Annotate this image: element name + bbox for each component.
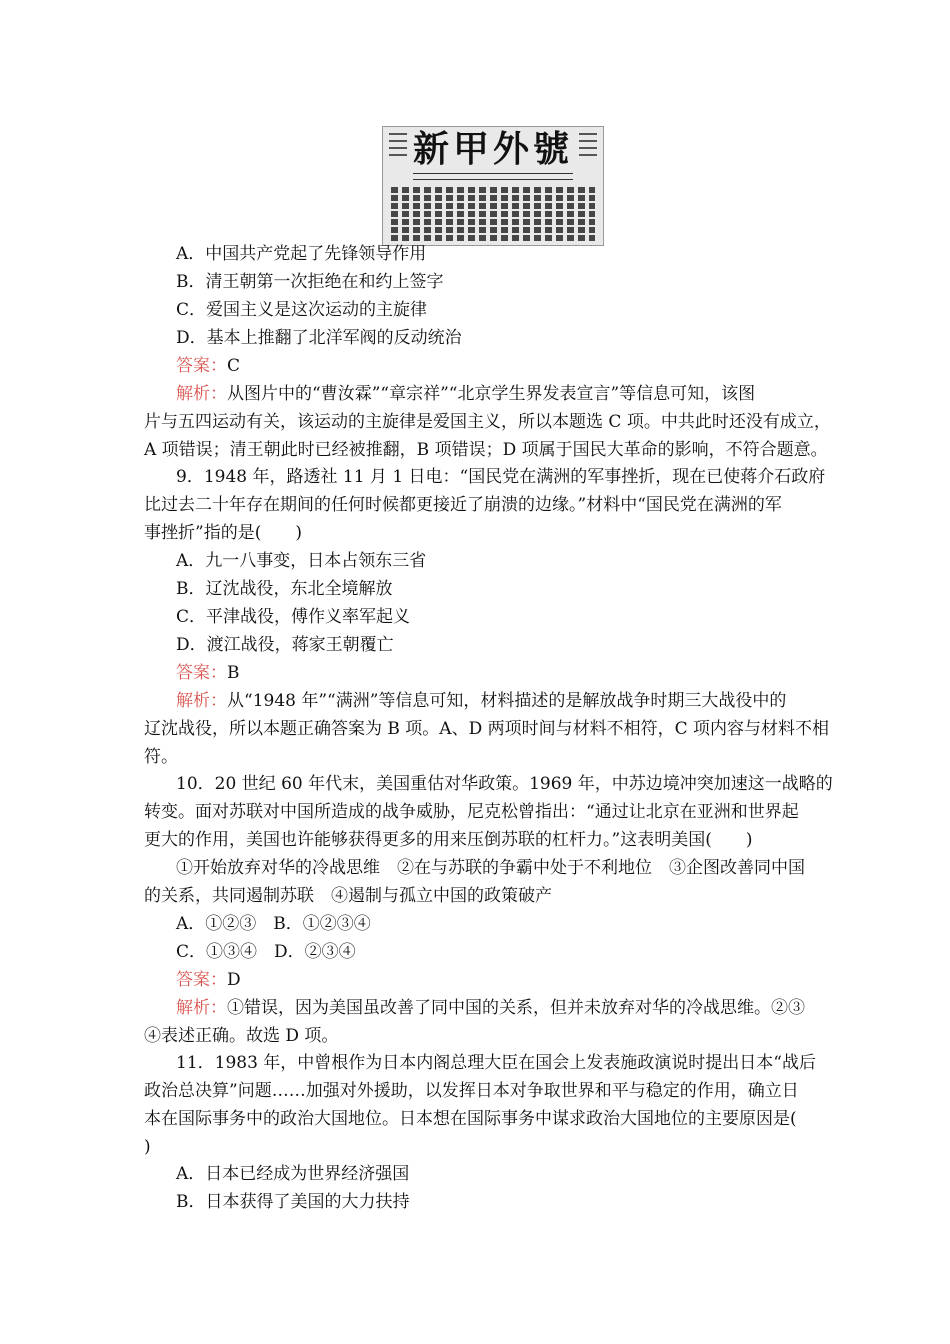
q9-analysis-line: 符。	[144, 747, 178, 767]
q9-analysis-line	[176, 690, 786, 712]
q9-stem-line: 9．1948 年，路透社 11 月 1 日电：“国民党在满洲的军事挫折，现在已使蒋介石政府	[176, 467, 826, 487]
q9-option-a: A．九一八事变，日本占领东三省	[176, 551, 427, 571]
q9-option-b: B．辽沈战役，东北全境解放	[176, 579, 393, 599]
q11-option-a: A．日本已经成为世界经济强国	[176, 1164, 410, 1184]
q9-analysis-line: 辽沈战役，所以本题正确答案为 B 项。A、D 两项时间与材料不相符，C 项内容与材料不相	[144, 719, 830, 739]
q8-analysis-line	[176, 383, 755, 405]
newspaper-date-column	[389, 133, 407, 163]
q10-stem-line: ①开始放弃对华的冷战思维 ②在与苏联的争霸中处于不利地位 ③企图改善同中国	[176, 858, 805, 878]
q10-answer	[176, 969, 241, 991]
q10-analysis-line: ④表述正确。故选 D 项。	[144, 1026, 339, 1046]
q8-option-c: C．爱国主义是这次运动的主旋律	[176, 300, 428, 320]
newspaper-issue-column	[579, 133, 597, 163]
q9-stem-line: 比过去二十年存在期间的任何时候都更接近了崩溃的边缘。”材料中“国民党在满洲的军	[144, 495, 782, 515]
answer-value: B	[227, 663, 240, 683]
q11-stem-line: 政治总决算”问题……加强对外援助，以发挥日本对争取世界和平与稳定的作用，确立日	[144, 1081, 799, 1101]
q8-option-b: B．清王朝第一次拒绝在和约上签字	[176, 272, 444, 292]
newspaper-body-text	[391, 185, 595, 241]
newspaper-rule	[413, 173, 573, 174]
q11-stem-line: )	[144, 1137, 151, 1157]
q10-options-cd: C．①③④ D．②③④	[176, 942, 356, 962]
analysis-text: ①错误，因为美国虽改善了同中国的关系，但并未放弃对华的冷战思维。②③	[227, 998, 805, 1018]
q10-stem-line: 更大的作用，美国也许能够获得更多的用来压倒苏联的杠杆力。”这表明美国( )	[144, 830, 753, 850]
q11-stem-line: 11．1983 年，中曾根作为日本内阁总理大臣在国会上发表施政演说时提出日本“战后	[176, 1053, 816, 1073]
answer-label: 答案：	[176, 970, 227, 990]
q10-analysis-line	[176, 997, 805, 1019]
q9-stem-line: 事挫折”指的是( )	[144, 523, 302, 543]
answer-label: 答案：	[176, 356, 227, 376]
q8-option-a: A．中国共产党起了先锋领导作用	[176, 244, 427, 264]
q11-option-b: B．日本获得了美国的大力扶持	[176, 1192, 410, 1212]
q10-stem-line: 转变。面对苏联对中国所造成的战争威胁，尼克松曾指出：“通过让北京在亚洲和世界起	[144, 802, 799, 822]
analysis-text: 从图片中的“曹汝霖”“章宗祥”“北京学生界发表宣言”等信息可知，该图	[227, 384, 756, 404]
q8-answer	[176, 355, 240, 377]
q8-analysis-line: 片与五四运动有关，该运动的主旋律是爱国主义，所以本题选 C 项。中共此时还没有成立，	[144, 412, 831, 432]
q8-option-d: D．基本上推翻了北洋军阀的反动统治	[176, 328, 462, 348]
analysis-label: 解析：	[176, 384, 227, 404]
answer-value: D	[227, 970, 241, 990]
newspaper-masthead: 新甲外號	[412, 128, 573, 170]
analysis-label: 解析：	[176, 691, 227, 711]
answer-label: 答案：	[176, 663, 227, 683]
q9-option-c: C．平津战役，傅作义率军起义	[176, 607, 411, 627]
answer-value: C	[227, 356, 241, 376]
q9-option-d: D．渡江战役，蒋家王朝覆亡	[176, 635, 394, 655]
q10-stem-line: 10．20 世纪 60 年代末，美国重估对华政策。1969 年，中苏边境冲突加速这一战略的	[176, 774, 833, 794]
q11-stem-line: 本在国际事务中的政治大国地位。日本想在国际事务中谋求政治大国地位的主要原因是(	[144, 1109, 797, 1129]
q8-analysis-line: A 项错误；清王朝此时已经被推翻，B 项错误；D 项属于国民大革命的影响，不符合题意。	[144, 440, 828, 460]
newspaper-image	[382, 126, 604, 246]
analysis-label: 解析：	[176, 998, 227, 1018]
analysis-text: 从“1948 年”“满洲”等信息可知，材料描述的是解放战争时期三大战役中的	[227, 691, 787, 711]
newspaper-rule	[413, 179, 573, 180]
q10-options-ab: A．①②③ B．①②③④	[176, 914, 371, 934]
q10-stem-line: 的关系，共同遏制苏联 ④遏制与孤立中国的政策破产	[144, 886, 552, 906]
q9-answer	[176, 662, 240, 684]
